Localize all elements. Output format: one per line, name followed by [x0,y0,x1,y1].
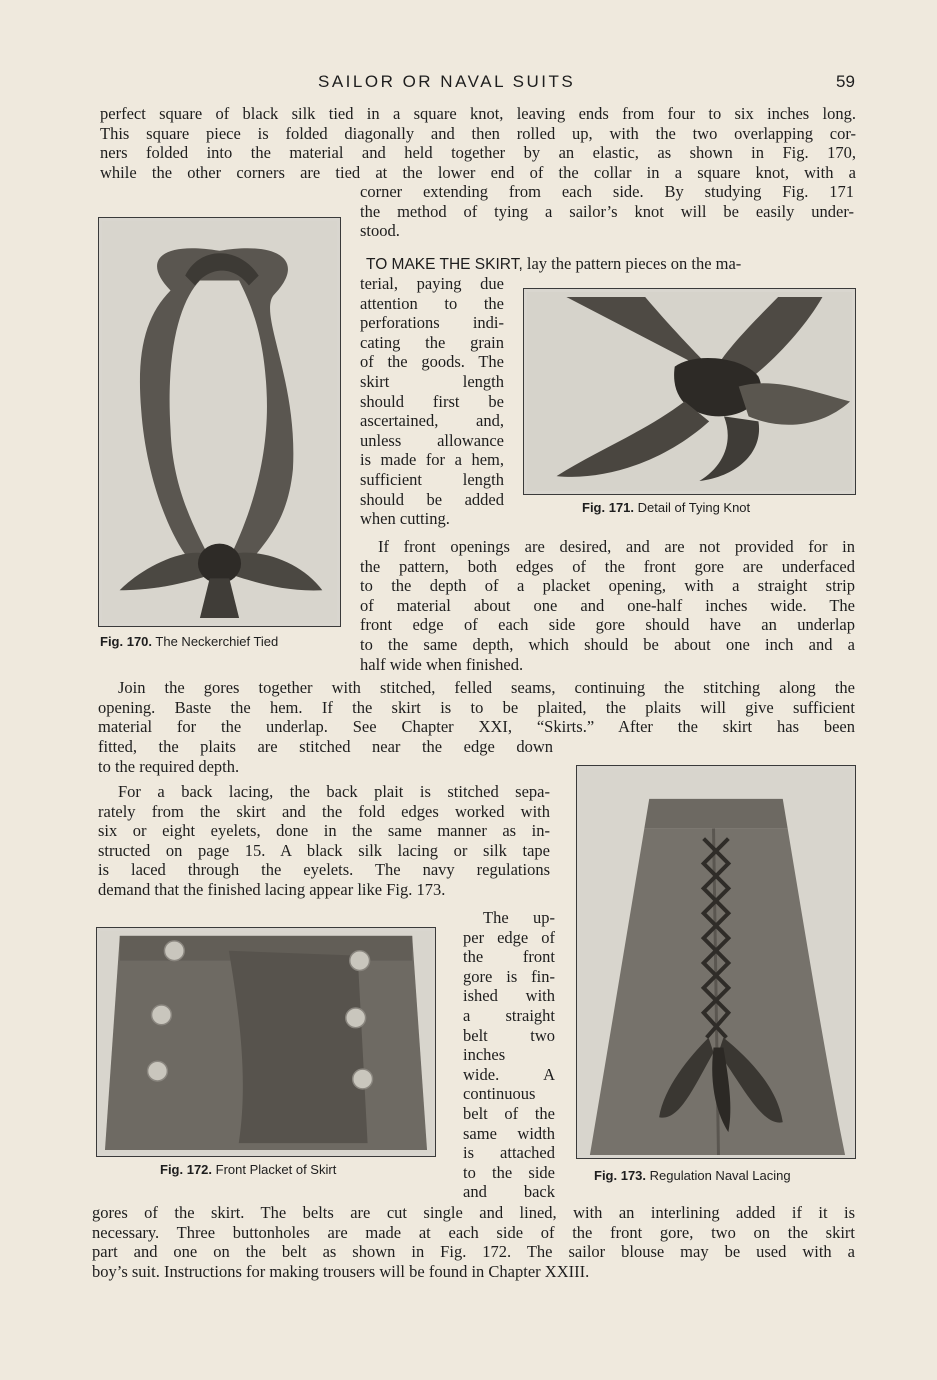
figure-170-caption [100,634,278,649]
text-line: the method of tying a sailor’s knot will be easily under- [360,201,854,221]
text-line: attention to the [360,293,504,313]
text-line: rately from the skirt and the fold edges worked with [98,801,550,821]
figure-173-caption [594,1168,791,1183]
text-line: structed on page 15. A black silk lacing or silk tape [98,840,550,860]
figure-172-caption [160,1162,336,1177]
paragraph-belt [463,908,555,1202]
figure-caption-text: Detail of Tying Knot [637,500,751,515]
paragraph-belts-buttonholes [92,1203,855,1281]
text-line: a straight [463,1005,555,1025]
text-line: ners folded into the material and held together by an elastic, as shown in Fig. 170, [100,143,856,163]
text-line: of the goods. The [360,352,504,372]
paragraph-neckerchief-cont [360,182,854,241]
text-line: of material about one and one-half inches wide. The [360,595,855,615]
skirt-heading-line [366,254,856,275]
figure-171-caption [582,500,750,515]
text-line: cating the grain [360,332,504,352]
figure-number: Fig. 170. [100,634,153,649]
text-line: same width [463,1123,555,1143]
text-line: front edge of each side gore should have an underlap [360,615,855,635]
text-line: fitted, the plaits are stitched near the edge down [98,737,553,756]
text-line: continuous [463,1084,536,1104]
text-line: is laced through the eyelets. The navy regulations [98,860,550,880]
text-line: For a back lacing, the back plait is stitched sepa- [118,782,550,801]
figure-171-knot [523,288,856,495]
text-line: should be added [360,489,504,509]
text-line: is made for a hem, [360,450,504,470]
figure-number: Fig. 171. [582,500,635,515]
text-line: is attached [463,1143,555,1163]
text-line: to the required depth. [98,756,240,776]
paragraph-back-lacing [98,782,550,900]
text-line: lay the pattern pieces on the ma- [526,254,742,273]
paragraph-join-gores-cont [98,737,553,776]
text-line: to the depth of a placket opening, with a straight strip [360,576,855,596]
text-line: to the side [463,1162,555,1182]
text-line: unless allowance [360,430,504,450]
running-header: SAILOR OR NAVAL SUITS [318,72,576,91]
text-line: six or eight eyelets, done in the same manner as in- [98,821,550,841]
text-line: If front openings are desired, and are not provided for in [378,537,855,556]
text-line: ished with [463,986,555,1006]
figure-173-lacing [576,765,856,1159]
text-line: ascertained, and, [360,411,504,431]
text-line: belt two [463,1025,555,1045]
lacing-illustration [580,769,852,1155]
figure-172-placket [96,927,436,1157]
knot-illustration [527,292,852,491]
text-line: opening. Baste the hem. If the skirt is to be plaited, the plaits will give sufficient [98,697,855,717]
text-line: boy’s suit. Instructions for making trousers will be found in Chapter XXIII. [92,1261,590,1281]
section-heading: TO MAKE THE SKIRT, [366,256,523,273]
text-line: inches [463,1045,506,1065]
figure-170-neckerchief [98,217,341,627]
paragraph-neckerchief [100,104,856,182]
text-line: while the other corners are tied at the lower end of the collar in a square knot, with a [100,162,856,182]
text-line: The up- [483,908,555,927]
text-line: demand that the finished lacing appear like Fig. 173. [98,879,446,899]
figure-caption-text: Front Placket of Skirt [215,1162,337,1177]
text-line: This square piece is folded diagonally and then rolled up, with the two overlapping cor- [100,123,856,143]
text-line: sufficient length [360,469,504,489]
placket-illustration [100,931,432,1153]
text-line: the front [463,947,555,967]
text-line: stood. [360,221,400,241]
text-line: the pattern, both edges of the front gore are underfaced [360,556,855,576]
text-line: skirt length [360,371,504,391]
text-line: perforations indi- [360,313,504,333]
text-line: per edge of [463,927,555,947]
paragraph-front-openings [360,537,855,674]
text-line: gore is fin- [463,966,555,986]
text-line: part and one on the belt as shown in Fig. 172. The sailor blouse may be used with a [92,1242,855,1262]
text-line: necessary. Three buttonholes are made at each side of the front gore, two on the skirt [92,1222,855,1242]
text-line: material for the underlap. See Chapter XXI, “Skirts.” After the skirt has been [98,717,855,737]
text-line: should first be [360,391,504,411]
neckerchief-illustration [102,221,337,623]
text-line: when cutting. [360,509,450,529]
text-line: belt of the [463,1103,555,1123]
text-line: to the same depth, which should be about one inch and a [360,634,855,654]
figure-number: Fig. 173. [594,1168,647,1183]
figure-caption-text: Regulation Naval Lacing [649,1168,791,1183]
text-line: wide. A [463,1064,555,1084]
page-number: 59 [836,72,855,91]
paragraph-skirt-cutting [360,274,504,529]
text-line: terial, paying due [360,274,504,293]
text-line: Join the gores together with stitched, felled seams, continuing the stitching along the [118,678,855,697]
text-line: corner extending from each side. By studying Fig. 171 [360,182,854,201]
figure-number: Fig. 172. [160,1162,213,1177]
text-line: gores of the skirt. The belts are cut single and lined, with an interlining added if it is [92,1203,855,1222]
text-line: and back [463,1182,555,1202]
text-line: half wide when finished. [360,654,524,674]
text-line: perfect square of black silk tied in a square knot, leaving ends from four to six inches long. [100,104,856,123]
paragraph-join-gores [98,678,855,737]
figure-caption-text: The Neckerchief Tied [155,634,279,649]
